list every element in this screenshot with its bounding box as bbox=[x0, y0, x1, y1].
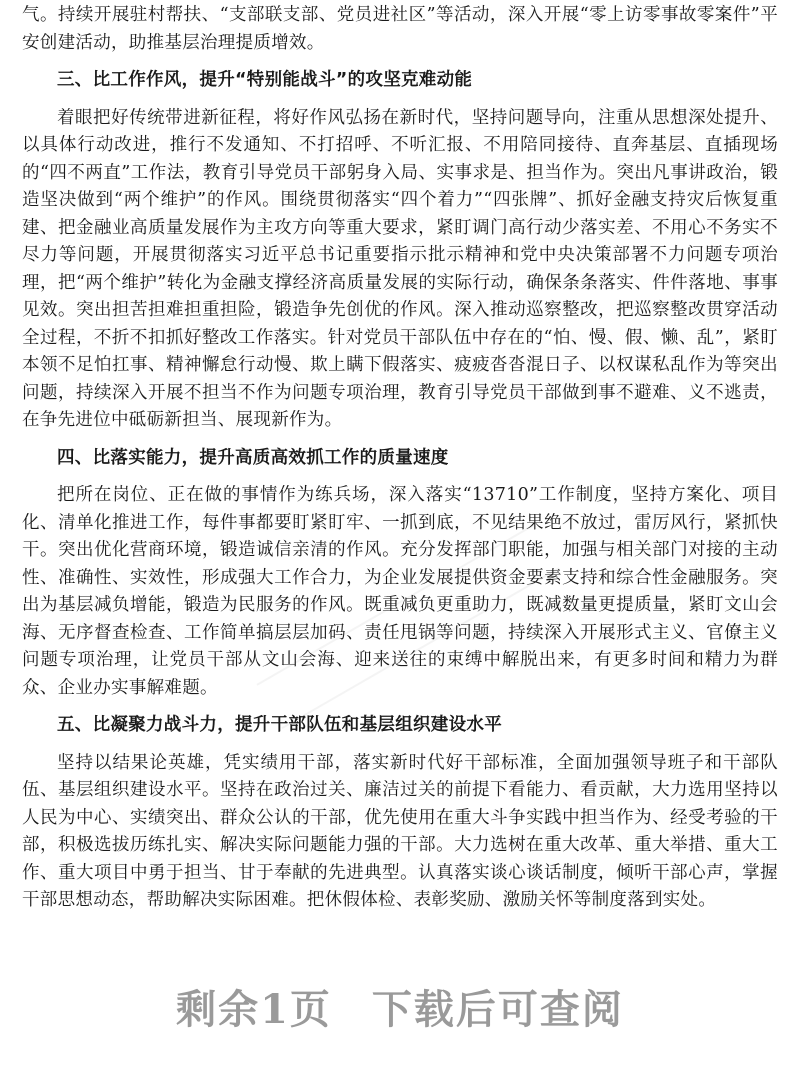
section-heading-5: 五、比凝聚力战斗力，提升干部队伍和基层组织建设水平 bbox=[57, 715, 502, 735]
download-hint-label: 下载后可查阅 bbox=[371, 986, 624, 1033]
section-heading-3: 三、比工作作风，提升“特别能战斗”的攻坚克难动能 bbox=[57, 70, 473, 90]
download-prompt[interactable] bbox=[0, 985, 800, 1035]
section-body-4: 把所在岗位、正在做的事情作为练兵场，深入落实“13710”工作制度，坚持方案化、项目化、清单化推进工作，每件事都要盯紧盯牢、一抓到底，不见结果绝不放过，雷厉风行，紧抓快干。突出优化营商环境，锻造诚信亲清的作风。充分发挥部门职能，加强与相关部门对接的主动性、准确性、实效性，形成强大工作合力，为企业发展提供资金要素支持和综合性金融服务。突出为基层减负增能，锻造为民服务的作风。既重减负更重助力，既减数量更提质量，紧盯文山会海、无序督查检查、工作简单搞层层加码、责任甩锅等问题，持续深入开展形式主义、官僚主义问题专项治理，让党员干部从文山会海、迎来送往的束缚中解脱出来，有更多时间和精力为群众、企业办实事解难题。 bbox=[22, 485, 778, 698]
intro-paragraph: 气。持续开展驻村帮扶、“支部联支部、党员进社区”等活动，深入开展“零上访零事故零案件”平安创建活动，助推基层治理提质增效。 bbox=[22, 5, 778, 53]
document-body bbox=[22, 2, 778, 915]
section-body-3: 着眼把好传统带进新征程，将好作风弘扬在新时代，坚持问题导向，注重从思想深处提升、以具体行动改进，推行不发通知、不打招呼、不听汇报、不用陪同接待、直奔基层、直插现场的“四不两直”工作法，教育引导党员干部躬身入局、实事求是、担当作为。突出凡事讲政治，锻造坚决做到“两个维护”的作风。围绕贯彻落实“四个着力”“四张牌”、抓好金融支持灾后恢复重建、把金融业高质量发展作为主攻方向等重大要求，紧盯调门高行动少落实差、不用心不务实不尽力等问题，开展贯彻落实习近平总书记重要指示批示精神和党中央决策部署不力问题专项治理，把“两个维护”转化为金融支撑经济高质量发展的实际行动，确保条条落实、件件落地、事事见效。突出担苦担难担重担险，锻造争先创优的作风。深入推动巡察整改，把巡察整改贯穿活动全过程，不折不扣抓好整改工作落实。针对党员干部队伍中存在的“怕、慢、假、懒、乱”，紧盯本领不足怕扛事、精神懈怠行动慢、欺上瞒下假落实、疲疲沓沓混日子、以权谋私乱作为等突出问题，持续深入开展不担当不作为问题专项治理，教育引导党员干部做到事不避难、义不逃责，在争先进位中砥砺新担当、展现新作为。 bbox=[22, 107, 778, 430]
section-heading-4: 四、比落实能力，提升高质高效抓工作的质量速度 bbox=[57, 447, 449, 468]
remaining-pages-label: 剩余1页 bbox=[176, 986, 332, 1033]
section-body-5: 坚持以结果论英雄，凭实绩用干部，落实新时代好干部标准，全面加强领导班子和干部队伍、基层组织建设水平。坚持在政治过关、廉洁过关的前提下看能力、看贡献，大力选用坚持以人民为中心、实绩突出、群众公认的干部，优先使用在重大斗争实践中担当作为、经受考验的干部，积极选拔历练扎实、解决实际问题能力强的干部。大力选树在重大改革、重大举措、重大工作、重大项目中勇于担当、甘于奉献的先进典型。认真落实谈心谈话制度，倾听干部心声，掌握干部思想动态，帮助解决实际困难。把休假体检、表彰奖励、激励关怀等制度落到实处。 bbox=[22, 752, 778, 910]
